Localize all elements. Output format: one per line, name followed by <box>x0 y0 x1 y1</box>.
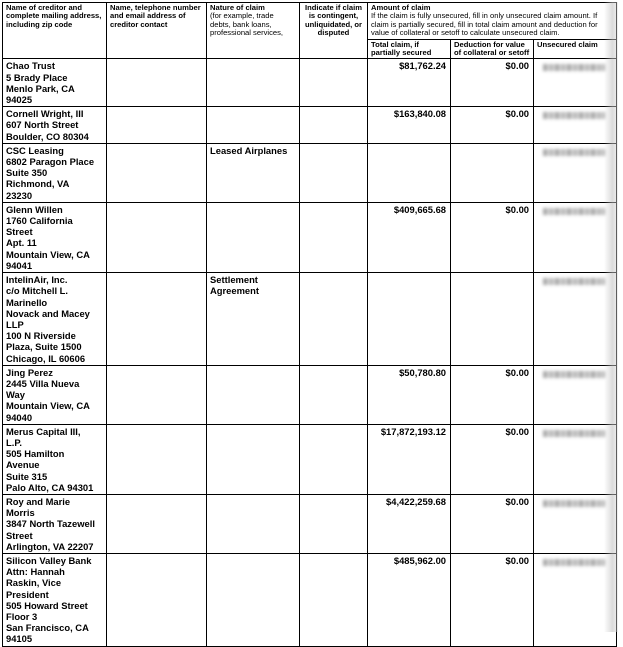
total-claim: $50,780.80 <box>368 365 451 424</box>
redacted-value <box>543 278 605 285</box>
creditor-rows <box>3 59 617 646</box>
creditor-claims-table <box>2 2 617 647</box>
address-line: Suite 315 <box>6 470 48 482</box>
creditor-name-address <box>3 494 107 553</box>
creditor-contact <box>107 365 207 424</box>
deduction-value: $0.00 <box>451 107 534 144</box>
address-line: 6802 Paragon Place <box>6 156 95 168</box>
address-line: 94041 <box>6 259 33 271</box>
creditor-contact <box>107 202 207 272</box>
header-nature-title: Nature of claim <box>210 3 265 12</box>
claim-indicator <box>300 143 368 202</box>
table-row <box>3 143 617 202</box>
address-line: Apt. 11 <box>6 237 37 249</box>
table-row <box>3 273 617 366</box>
table-row <box>3 59 617 107</box>
deduction-value: $0.00 <box>451 202 534 272</box>
claim-indicator <box>300 494 368 553</box>
header-contact: Name, telephone number and email address of creditor contact <box>107 3 207 59</box>
address-line: 607 North Street <box>6 119 79 131</box>
deduction-value <box>451 143 534 202</box>
address-line: Silicon Valley Bank <box>6 554 92 566</box>
address-line: President <box>6 588 49 600</box>
claim-nature <box>207 424 300 494</box>
address-line: 2445 Villa Nueva <box>6 377 80 389</box>
address-line: 94105 <box>6 633 33 645</box>
nature-line: Settlement <box>210 274 258 286</box>
redacted-value <box>543 208 605 215</box>
address-line: 3847 North Tazewell <box>6 518 95 530</box>
unsecured-claim <box>534 107 617 144</box>
table-row <box>3 107 617 144</box>
redacted-value <box>543 371 605 378</box>
redacted-value <box>543 559 605 566</box>
header-indicate: Indicate if claim is contingent, unliquidated, or disputed <box>300 3 368 59</box>
creditor-name-address <box>3 143 107 202</box>
header-row-1 <box>3 3 617 40</box>
claim-nature <box>207 143 300 202</box>
deduction-value <box>451 273 534 366</box>
nature-line: Leased Airplanes <box>210 144 288 156</box>
redacted-value <box>543 149 605 156</box>
header-unsecured: Unsecured claim <box>534 39 617 59</box>
redacted-value <box>543 430 605 437</box>
address-line: Roy and Marie <box>6 495 71 507</box>
address-line: Raskin, Vice <box>6 577 62 589</box>
header-total-claim: Total claim, if partially secured <box>368 39 451 59</box>
address-line: Morris <box>6 507 35 519</box>
claim-indicator <box>300 424 368 494</box>
address-line: 94040 <box>6 411 33 423</box>
claim-indicator <box>300 107 368 144</box>
address-line: LLP <box>6 318 24 330</box>
address-line: Attn: Hannah <box>6 566 65 578</box>
unsecured-claim <box>534 202 617 272</box>
address-line: San Francisco, CA <box>6 622 89 634</box>
address-line: Palo Alto, CA 94301 <box>6 481 94 493</box>
creditor-name-address <box>3 424 107 494</box>
unsecured-claim <box>534 143 617 202</box>
address-line: Marinello <box>6 296 48 308</box>
header-amount-sub: If the claim is fully unsecured, fill in only unsecured claim amount. If claim is partially secured, fill in total claim amount and deduction for value of collateral or setoff to calculate unsecured claim. <box>371 11 598 38</box>
address-line: Menlo Park, CA <box>6 82 75 94</box>
address-line: Jing Perez <box>6 366 53 378</box>
address-line: 505 Hamilton <box>6 448 65 460</box>
header-deduction: Deduction for value of collateral or setoff <box>451 39 534 59</box>
header-amount-title: Amount of claim <box>371 3 431 12</box>
creditor-claims-table-wrapper <box>2 2 617 647</box>
header-amount <box>368 3 617 40</box>
redacted-value <box>543 64 605 71</box>
total-claim: $4,422,259.68 <box>368 494 451 553</box>
claim-indicator <box>300 365 368 424</box>
address-line: 5 Brady Place <box>6 71 68 83</box>
claim-indicator <box>300 59 368 107</box>
total-claim: $409,665.68 <box>368 202 451 272</box>
total-claim: $17,872,193.12 <box>368 424 451 494</box>
address-line: Floor 3 <box>6 610 38 622</box>
claim-nature <box>207 365 300 424</box>
address-line: 100 N Riverside <box>6 330 76 342</box>
creditor-contact <box>107 273 207 366</box>
deduction-value: $0.00 <box>451 59 534 107</box>
creditor-name-address <box>3 107 107 144</box>
address-line: Plaza, Suite 1500 <box>6 341 82 353</box>
header-nature-sub: (for example, trade debts, bank loans, professional services, <box>210 11 284 38</box>
claim-nature <box>207 273 300 366</box>
creditor-contact <box>107 553 207 646</box>
total-claim: $485,962.00 <box>368 553 451 646</box>
unsecured-claim <box>534 59 617 107</box>
header-name-address: Name of creditor and complete mailing address, including zip code <box>3 3 107 59</box>
unsecured-claim <box>534 365 617 424</box>
redacted-value <box>543 112 605 119</box>
table-row <box>3 365 617 424</box>
creditor-name-address <box>3 273 107 366</box>
claim-nature <box>207 202 300 272</box>
address-line: Glenn Willen <box>6 203 63 215</box>
claim-indicator <box>300 202 368 272</box>
deduction-value: $0.00 <box>451 365 534 424</box>
address-line: Way <box>6 389 25 401</box>
total-claim: $163,840.08 <box>368 107 451 144</box>
address-line: Avenue <box>6 459 40 471</box>
address-line: 505 Howard Street <box>6 599 88 611</box>
claim-nature <box>207 553 300 646</box>
unsecured-claim <box>534 273 617 366</box>
address-line: Suite 350 <box>6 167 48 179</box>
creditor-contact <box>107 143 207 202</box>
address-line: Mountain View, CA <box>6 400 90 412</box>
address-line: 94025 <box>6 94 33 106</box>
nature-line: Agreement <box>210 285 259 297</box>
address-line: 1760 California <box>6 215 73 227</box>
creditor-name-address <box>3 365 107 424</box>
address-line: Merus Capital III, <box>6 425 81 437</box>
claim-indicator <box>300 273 368 366</box>
creditor-contact <box>107 424 207 494</box>
address-line: Richmond, VA <box>6 178 70 190</box>
address-line: 23230 <box>6 189 33 201</box>
address-line: Arlington, VA 22207 <box>6 540 94 552</box>
address-line: Street <box>6 226 33 238</box>
deduction-value: $0.00 <box>451 424 534 494</box>
address-line: Chao Trust <box>6 60 55 72</box>
address-line: L.P. <box>6 436 22 448</box>
address-line: Street <box>6 529 33 541</box>
deduction-value: $0.00 <box>451 553 534 646</box>
table-row <box>3 553 617 646</box>
claim-nature <box>207 494 300 553</box>
total-claim <box>368 273 451 366</box>
address-line: Boulder, CO 80304 <box>6 130 89 142</box>
unsecured-claim <box>534 553 617 646</box>
creditor-contact <box>107 107 207 144</box>
table-row <box>3 494 617 553</box>
table-row <box>3 424 617 494</box>
address-line: Cornell Wright, III <box>6 108 84 120</box>
deduction-value: $0.00 <box>451 494 534 553</box>
header-nature <box>207 3 300 59</box>
creditor-name-address <box>3 553 107 646</box>
creditor-name-address <box>3 59 107 107</box>
claim-indicator <box>300 553 368 646</box>
address-line: Novack and Macey <box>6 307 90 319</box>
unsecured-claim <box>534 424 617 494</box>
claim-nature <box>207 107 300 144</box>
claim-nature <box>207 59 300 107</box>
creditor-contact <box>107 494 207 553</box>
total-claim: $81,762.24 <box>368 59 451 107</box>
redacted-value <box>543 500 605 507</box>
creditor-contact <box>107 59 207 107</box>
address-line: IntelinAir, Inc. <box>6 274 68 286</box>
address-line: Mountain View, CA <box>6 248 90 260</box>
unsecured-claim <box>534 494 617 553</box>
total-claim <box>368 143 451 202</box>
creditor-name-address <box>3 202 107 272</box>
table-row <box>3 202 617 272</box>
address-line: c/o Mitchell L. <box>6 285 68 297</box>
address-line: CSC Leasing <box>6 144 64 156</box>
address-line: Chicago, IL 60606 <box>6 352 86 364</box>
